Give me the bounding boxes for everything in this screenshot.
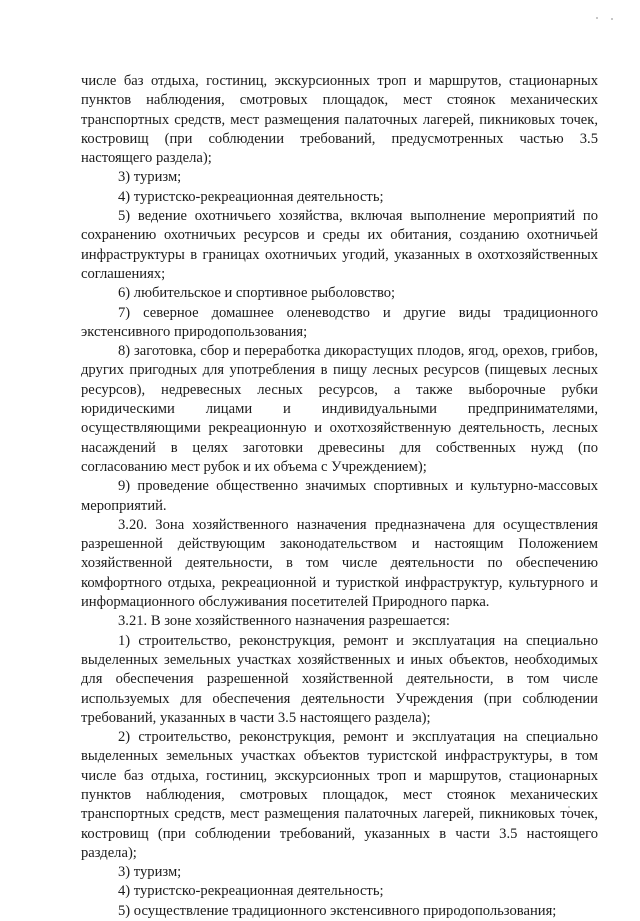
paragraph: 1) строительство, реконструкция, ремонт и эксплуатация на специально выделенных земельных участках хозяйственных и иных объектов, необходимых для обеспечения разрешенной хозяйственной деятельности, в том числе используемых для обеспечения деятельности Учреждения (при соблюдении требований, указанных в части 3.5 настоящего раздела); [81, 632, 598, 726]
paragraph: 3.20. Зона хозяйственного назначения предназначена для осуществления разрешенной действующим законодательством и настоящим Положением хозяйственной деятельности, в том числе деятельности по обеспечению комфортного отдыха, рекреационной и туристкой инфраструктур, культурного и информационного обслуживания посетителей Природного парка. [81, 516, 598, 611]
paragraph: 9) проведение общественно значимых спортивных и культурно-массовых мероприятий. [81, 478, 598, 514]
scan-speck [596, 17, 598, 19]
paragraph: 7) северное домашнее оленеводство и другие виды традиционного экстенсивного природопользования; [81, 304, 598, 340]
paragraph: 5) осуществление традиционного экстенсивного природопользования; [118, 902, 557, 919]
scan-speck [611, 18, 613, 20]
paragraph: 6) любительское и спортивное рыболовство; [118, 285, 396, 302]
paragraph: 4) туристско-рекреационная деятельность; [118, 883, 384, 900]
paragraph: 3.21. В зоне хозяйственного назначения разрешается: [118, 613, 450, 630]
paragraph: 8) заготовка, сбор и переработка дикорастущих плодов, ягод, орехов, грибов, других пригодных для употребления в пищу лесных ресурсов (пищевых лесных ресурсов), недревесных лесных ресурсов, а также выборочные рубки юридическими лицами и индивидуальными предпринимателями, осуществляющими рекреационную и охотхозяйственную деятельность, лесных насаждений в целях заготовки древесины для собственных нужд (по согласованию мест рубок и их объема с Учреждением); [81, 343, 598, 475]
paragraph: 3) туризм; [118, 864, 182, 881]
paragraph: 4) туристско-рекреационная деятельность; [118, 188, 384, 205]
paragraph: 3) туризм; [118, 169, 182, 186]
paragraph: 5) ведение охотничьего хозяйства, включая выполнение мероприятий по сохранению охотничьих ресурсов и среды их обитания, созданию охотничьей инфраструктуры в границах охотничьих угодий, указанных в охотхозяйственных соглашениях; [81, 208, 598, 282]
paragraph: числе баз отдыха, гостиниц, экскурсионных троп и маршрутов, стационарных пунктов наблюдения, смотровых площадок, мест стоянок механических транспортных средств, мест размещения палаточных лагерей, пикниковых точек, костровищ (при соблюдении требований, предусмотренных частью 3.5 настоящего раздела); [81, 73, 598, 167]
paragraph: 2) строительство, реконструкция, ремонт и эксплуатация на специально выделенных земельных участках объектов туристской инфраструктуры, в том числе баз отдыха, гостиниц, экскурсионных троп и маршрутов, стационарных пунктов наблюдения, смотровых площадок, мест стоянок механических транспортных средств, мест размещения палаточных лагерей, пикниковых точек, костровищ (при соблюдении требований, указанных в части 3.5 настоящего раздела); [81, 729, 598, 861]
document-body [81, 72, 598, 921]
